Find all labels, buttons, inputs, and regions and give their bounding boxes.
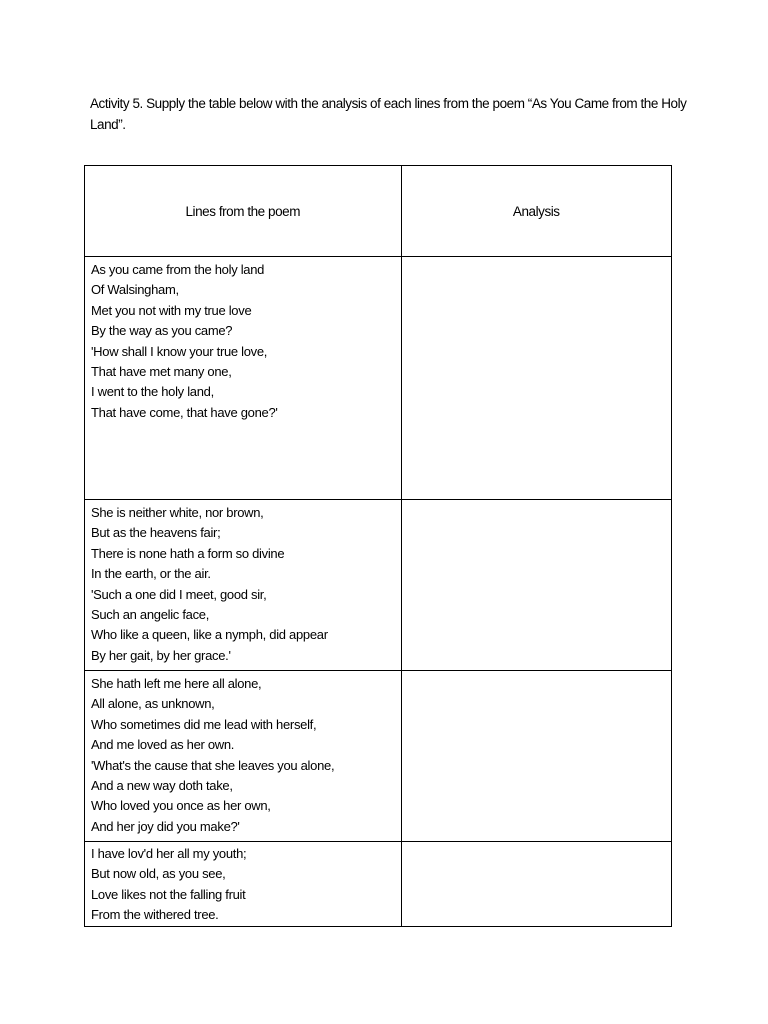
poem-line: Such an angelic face, [91, 607, 210, 623]
table-header-row [85, 166, 672, 257]
poem-line: By her gait, by her grace.' [91, 647, 231, 663]
poem-stanza-1 [85, 257, 401, 423]
poem-line: As you came from the holy land [91, 262, 265, 277]
analysis-cell[interactable] [401, 842, 671, 927]
poem-line: Of Walsingham, [91, 282, 179, 298]
poem-line: She is neither white, nor brown, [91, 505, 264, 520]
poem-line: I went to the holy land, [91, 384, 214, 400]
poem-line: That have come, that have gone?' [91, 404, 278, 420]
poem-line: But now old, as you see, [91, 866, 226, 882]
poem-line: There is none hath a form so divine [91, 545, 285, 561]
poem-line: Who loved you once as her own, [91, 798, 271, 814]
poem-stanza-4 [85, 842, 401, 926]
analysis-table [84, 165, 672, 927]
poem-line: Love likes not the falling fruit [91, 886, 246, 902]
poem-stanza-3 [85, 671, 401, 837]
poem-line: From the withered tree. [91, 907, 219, 923]
poem-line: 'How shall I know your true love, [91, 343, 268, 359]
poem-lines-cell [85, 671, 402, 842]
poem-line: 'What's the cause that she leaves you alone, [91, 757, 335, 773]
poem-line: But as the heavens fair; [91, 525, 221, 541]
poem-line: 'Such a one did I meet, good sir, [91, 586, 267, 602]
poem-line: Met you not with my true love [91, 302, 252, 318]
poem-line: And a new way doth take, [91, 778, 233, 794]
table-row [85, 671, 672, 842]
poem-line: Who like a queen, like a nymph, did appear [91, 627, 328, 643]
activity-instructions: Activity 5. Supply the table below with the analysis of each lines from the poem “As You Came from the Holy Land”. [90, 96, 687, 132]
poem-stanza-2 [85, 500, 401, 666]
poem-line: She hath left me here all alone, [91, 676, 262, 691]
poem-line: Who sometimes did me lead with herself, [91, 716, 317, 732]
poem-lines-cell [85, 842, 402, 927]
poem-lines-cell [85, 500, 402, 671]
analysis-cell[interactable] [401, 671, 671, 842]
poem-line: And her joy did you make?' [91, 818, 240, 834]
table-row [85, 842, 672, 927]
poem-line: All alone, as unknown, [91, 696, 215, 712]
header-lines-from-poem: Lines from the poem [85, 166, 402, 257]
table-row [85, 500, 672, 671]
table-row [85, 257, 672, 500]
poem-lines-cell [85, 257, 402, 500]
poem-line: That have met many one, [91, 364, 232, 380]
analysis-cell[interactable] [401, 257, 671, 500]
poem-line: In the earth, or the air. [91, 566, 211, 582]
poem-line: And me loved as her own. [91, 737, 235, 753]
poem-line: By the way as you came? [91, 323, 233, 339]
header-analysis: Analysis [401, 166, 671, 257]
analysis-cell[interactable] [401, 500, 671, 671]
poem-line: I have lov'd her all my youth; [91, 846, 247, 861]
